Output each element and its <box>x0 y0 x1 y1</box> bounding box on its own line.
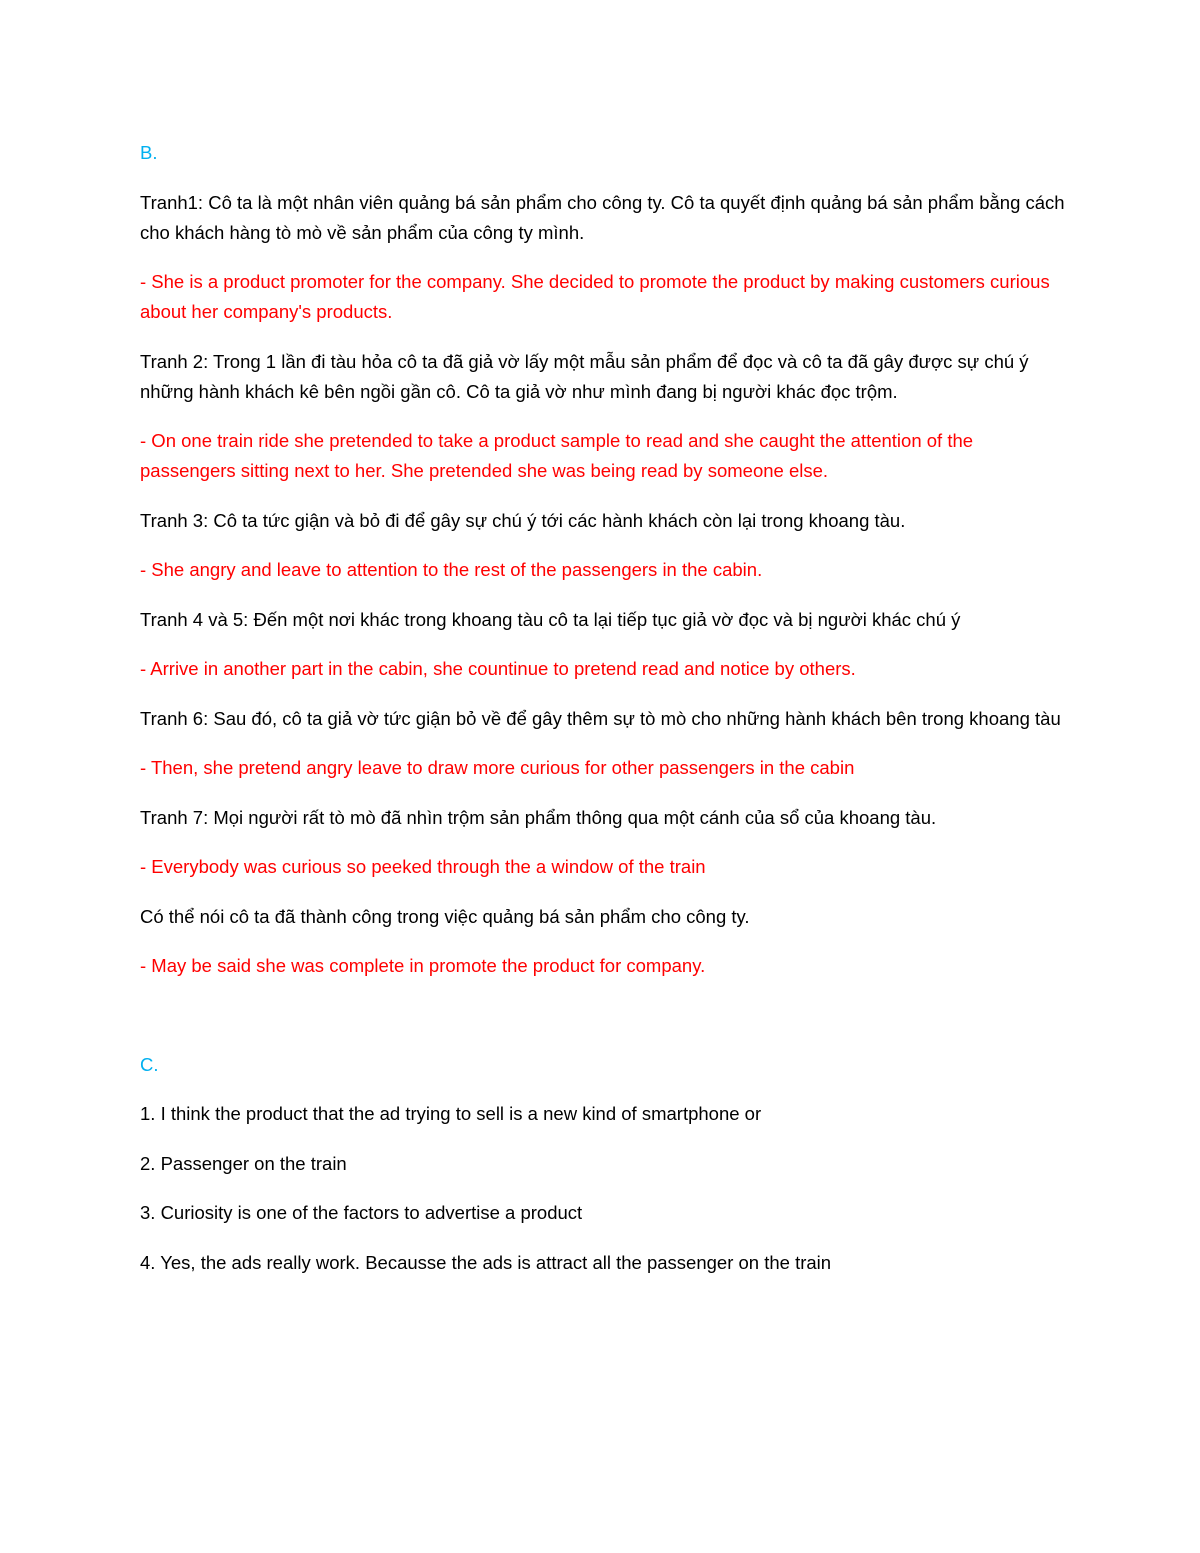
tranh1-vi: Tranh1: Cô ta là một nhân viên quảng bá sản phẩm cho công ty. Cô ta quyết định quảng bá sản phẩm bằng cách cho khách hàng tò mò về sản phẩm của công ty mình. <box>140 191 1065 243</box>
answer-4: 4. Yes, the ads really work. Becausse the ads is attract all the passenger on the train <box>140 1251 832 1273</box>
tranh2-en: - On one train ride she pretended to take a product sample to read and she caught the attention of the passengers sitting next to her. She pretended she was being read by someone else. <box>140 430 974 481</box>
tranh6-vi: Tranh 6: Sau đó, cô ta giả vờ tức giận bỏ về để gây thêm sự tò mò cho những hành khách bên trong khoang tàu <box>140 707 1061 729</box>
tranh1-en: - She is a product promoter for the company. She decided to promote the product by making customers curious about her company's products. <box>140 271 1050 322</box>
tranh7-vi: Tranh 7: Mọi người rất tò mò đã nhìn trộm sản phẩm thông qua một cánh của sổ của khoang tàu. <box>140 806 937 828</box>
conclusion-vi: Có thể nói cô ta đã thành công trong việc quảng bá sản phẩm cho công ty. <box>140 905 750 927</box>
tranh4-5-vi: Tranh 4 và 5: Đến một nơi khác trong khoang tàu cô ta lại tiếp tục giả vờ đọc và bị người khác chú ý <box>140 608 961 630</box>
answer-2: 2. Passenger on the train <box>140 1152 347 1174</box>
conclusion-en: - May be said she was complete in promote the product for company. <box>140 955 706 976</box>
section-c-heading: C. <box>140 1053 159 1075</box>
tranh7-en: - Everybody was curious so peeked through the a window of the train <box>140 856 706 877</box>
tranh3-vi: Tranh 3: Cô ta tức giận và bỏ đi để gây sự chú ý tới các hành khách còn lại trong khoang tàu. <box>140 509 906 531</box>
tranh4-5-en: - Arrive in another part in the cabin, she countinue to pretend read and notice by others. <box>140 658 856 679</box>
section-b-heading: B. <box>140 142 158 163</box>
tranh3-en: - She angry and leave to attention to the rest of the passengers in the cabin. <box>140 559 763 580</box>
document-content <box>140 138 1065 1297</box>
answer-1: 1. I think the product that the ad trying to sell is a new kind of smartphone or <box>140 1103 762 1124</box>
answer-3: 3. Curiosity is one of the factors to advertise a product <box>140 1202 583 1223</box>
section-spacer <box>140 1001 1065 1050</box>
tranh6-en: - Then, she pretend angry leave to draw more curious for other passengers in the cabin <box>140 757 855 778</box>
tranh2-vi: Tranh 2: Trong 1 lần đi tàu hỏa cô ta đã giả vờ lấy một mẫu sản phẩm để đọc và cô ta đã gây được sự chú ý những hành khách kê bên ngồi gần cô. Cô ta giả vờ như mình đang bị người khác đọc trộm. <box>140 350 1029 402</box>
